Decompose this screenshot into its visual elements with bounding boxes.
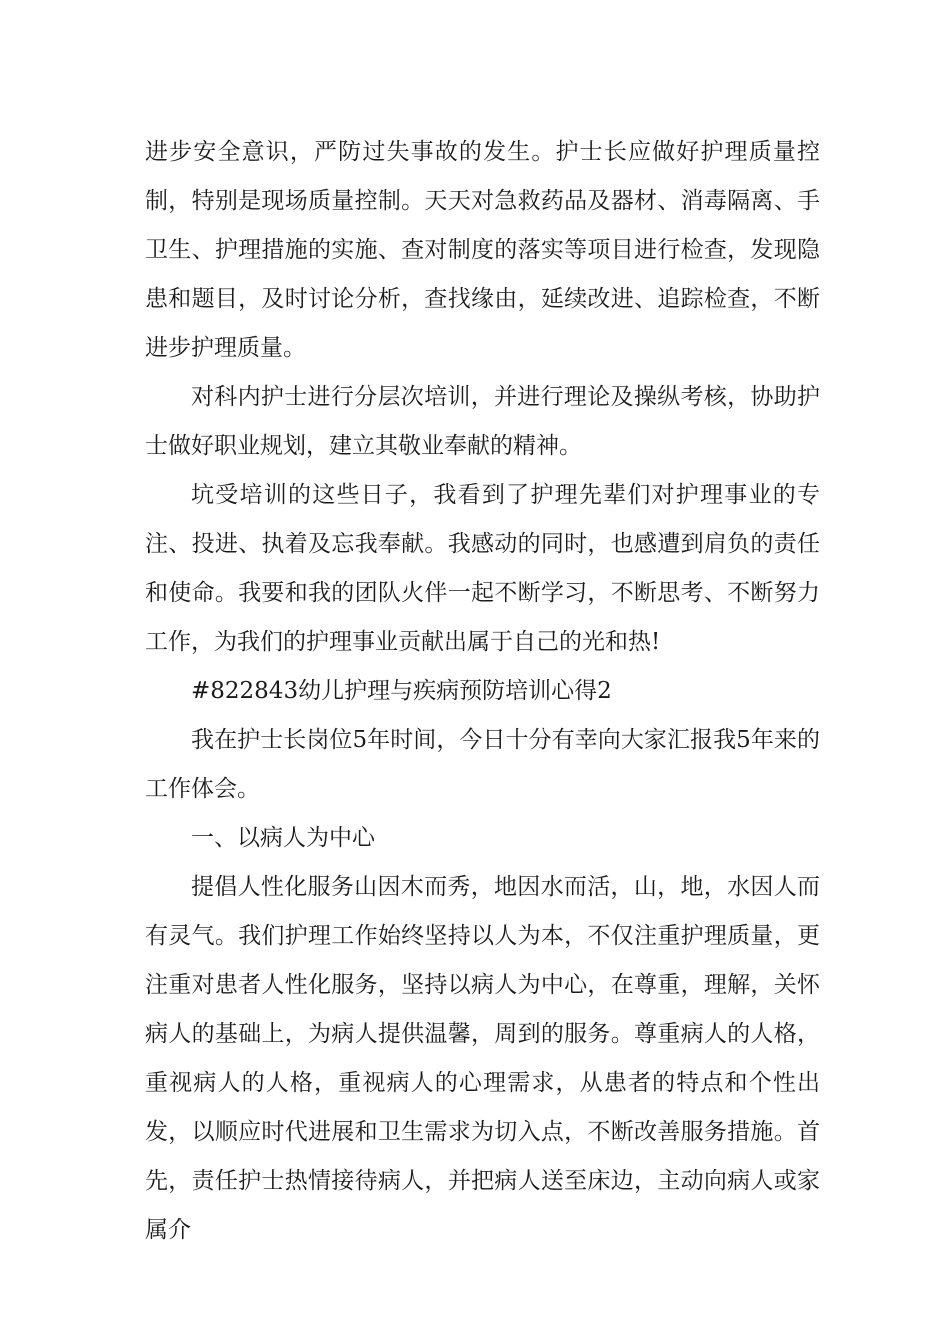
paragraph-7: 提倡人性化服务山因木而秀，地因水而活，山，地，水因人而有灵气。我们护理工作始终坚持以人为本，不仅注重护理质量，更注重对患者人性化服务，坚持以病人为中心，在尊重，理解，关怀病人的基础上，为病人提供温馨，周到的服务。尊重病人的人格，重视病人的人格，重视病人的心理需求，从患者的特点和个性出发，以顺应时代进展和卫生需求为切入点，不断改善服务措施。首先，责任护士热情接待病人，并把病人送至床边，主动向病人或家属介 bbox=[145, 874, 820, 1243]
paragraph-3: 坑受培训的这些日子，我看到了护理先辈们对护理事业的专注、投进、执着及忘我奉献。我感动的同时，也感遭到肩负的责任和使命。我要和我的团队火伴一起不断学习，不断思考、不断努力工作，为我们的护理事业贡献出属于自己的光和热! bbox=[145, 482, 820, 655]
subsection-heading: 一、以病人为中心 bbox=[191, 825, 375, 851]
paragraph-1: 进步安全意识，严防过失事故的发生。护士长应做好护理质量控制，特别是现场质量控制。天天对急救药品及器材、消毒隔离、手卫生、护理措施的实施、查对制度的落实等项目进行检查，发现隐患和题目，及时讨论分析，查找缘由，延续改进、追踪检查，不断进步护理质量。 bbox=[145, 139, 820, 361]
paragraph-5: 我在护士长岗位5年时间，今日十分有幸向大家汇报我5年来的工作体会。 bbox=[145, 727, 820, 802]
section-title: #822843幼儿护理与疾病预防培训心得2 bbox=[191, 678, 612, 704]
document-body bbox=[145, 128, 820, 1255]
paragraph-2: 对科内护士进行分层次培训，并进行理论及操纵考核，协助护士做好职业规划，建立其敬业奉献的精神。 bbox=[145, 384, 820, 459]
